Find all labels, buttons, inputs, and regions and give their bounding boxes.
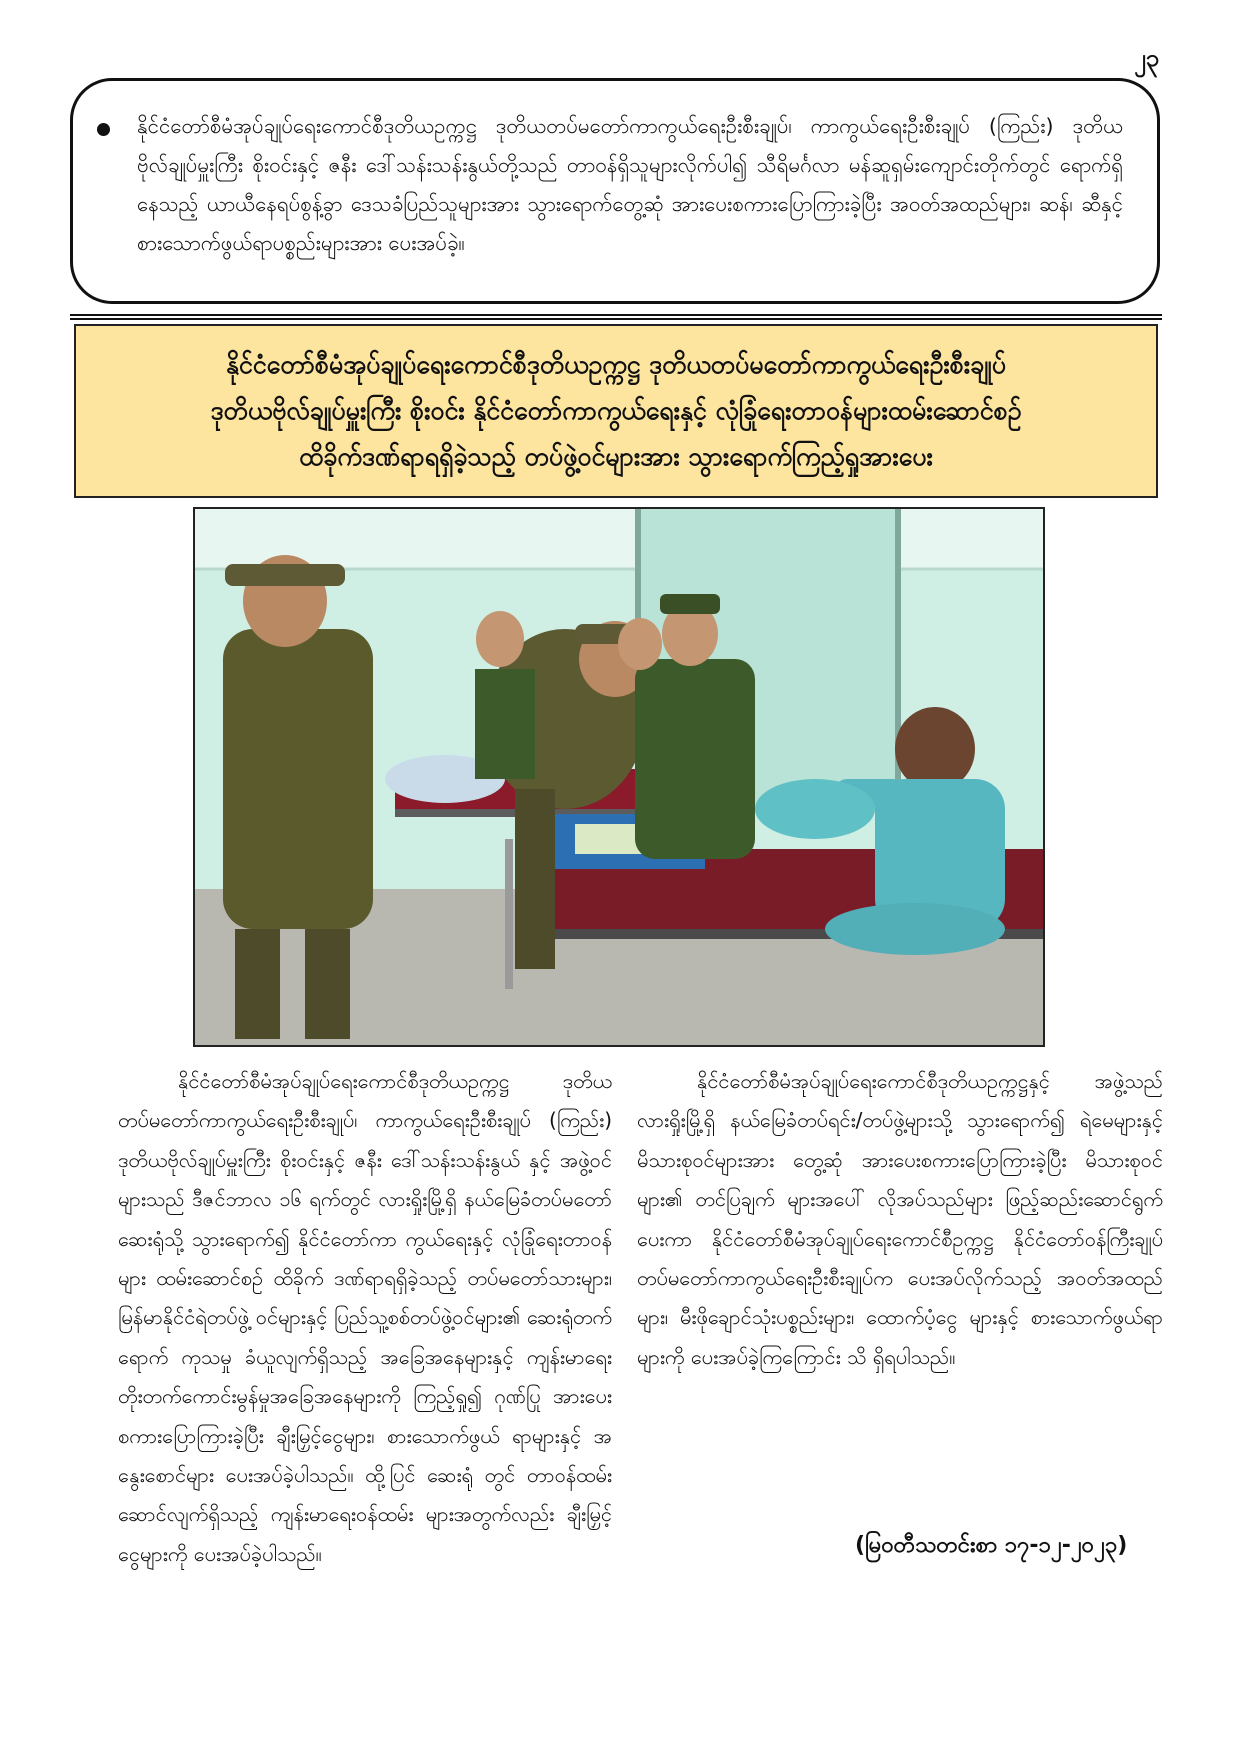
news-photo <box>193 507 1045 1047</box>
section-divider <box>70 314 1162 316</box>
page-number: ၂၃ <box>1134 44 1160 72</box>
article-left-paragraph: နိုင်ငံတော်စီမံအုပ်ချုပ်ရေးကောင်စီဒုတိယဥက္ကဋ္ဌ ဒုတိယ တပ်မတော်ကာကွယ်ရေးဦးစီးချုပ်၊ ကာကွယ်ရေးဦးစီးချုပ် (ကြည်း) ဒုတိယဗိုလ်ချုပ်မှူးကြီး စိုးဝင်းနှင့် ဇနီး ဒေါ်သန်းသန်းနွယ် နှင့် အဖွဲ့ဝင်များသည် ဒီဇင်ဘာလ ၁၆ ရက်တွင် လားရှိုးမြို့ရှိ နယ်မြေခံတပ်မတော်ဆေးရုံသို့ သွားရောက်၍ နိုင်ငံတော်ကာ ကွယ်ရေးနှင့် လုံခြုံရေးတာဝန်များ ထမ်းဆောင်စဉ် ထိခိုက် ဒဏ်ရာရရှိခဲ့သည့် တပ်မတော်သားများ၊ မြန်မာနိုင်ငံရဲတပ်ဖွဲ့ ဝင်များနှင့် ပြည်သူ့စစ်တပ်ဖွဲ့ဝင်များ၏ ဆေးရုံတက်ရောက် ကုသမှု ခံယူလျက်ရှိသည့် အခြေအနေများနှင့် ကျန်းမာရေး တိုးတက်ကောင်းမွန်မှုအခြေအနေများကို ကြည့်ရှု၍ ဂုဏ်ပြု အားပေးစကားပြောကြားခဲ့ပြီး ချီးမြှင့်ငွေများ၊ စားသောက်ဖွယ် ရာများနှင့် အနွေးစောင်များ ပေးအပ်ခဲ့ပါသည်။ ထို့ပြင် ဆေးရုံ တွင် တာဝန်ထမ်းဆောင်လျက်ရှိသည့် ကျန်းမာရေးဝန်ထမ်း များအတွက်လည်း ချီးမြှင့်ငွေများကို ပေးအပ်ခဲ့ပါသည်။ <box>118 1069 612 1566</box>
summary-bullet-text: နိုင်ငံတော်စီမံအုပ်ချုပ်ရေးကောင်စီဒုတိယဥက္ကဋ္ဌ ဒုတိယတပ်မတော်ကာကွယ်ရေးဦးစီးချုပ်၊ ကာကွယ်ရေးဦးစီးချုပ် (ကြည်း) ဒုတိယဗိုလ်ချုပ်မှူးကြီး စိုးဝင်းနှင့် ဇနီး ဒေါ်သန်းသန်းနွယ်တို့သည် တာဝန်ရှိသူများလိုက်ပါ၍ သီရိမင်္ဂလာ မန်ဆူရှမ်းကျောင်းတိုက်တွင် ရောက်ရှိနေသည့် ယာယီနေရပ်စွန့်ခွာ ဒေသခံပြည်သူများအား သွားရောက်တွေ့ဆုံ အားပေးစကားပြောကြားခဲ့ပြီး အဝတ်အထည်များ၊ ဆန်၊ ဆီနှင့် စားသောက်ဖွယ်ရာပစ္စည်းများအား ပေးအပ်ခဲ့။ <box>137 114 1123 255</box>
article-left-column <box>118 1062 612 1574</box>
headline-box <box>74 324 1158 498</box>
article-right-paragraph: နိုင်ငံတော်စီမံအုပ်ချုပ်ရေးကောင်စီဒုတိယဥက္ကဋ္ဌနှင့် အဖွဲ့သည် လားရှိုးမြို့ရှိ နယ်မြေခံတပ်ရင်း/တပ်ဖွဲ့များသို့ သွားရောက်၍ ရဲမေများနှင့် မိသားစုဝင်များအား တွေ့ဆုံ အားပေးစကားပြောကြားခဲ့ပြီး မိသားစုဝင်များ၏ တင်ပြချက် များအပေါ် လိုအပ်သည်များ ဖြည့်ဆည်းဆောင်ရွက်ပေးကာ နိုင်ငံတော်စီမံအုပ်ချုပ်ရေးကောင်စီဥက္ကဋ္ဌ နိုင်ငံတော်ဝန်ကြီးချုပ် တပ်မတော်ကာကွယ်ရေးဦးစီးချုပ်က ပေးအပ်လိုက်သည့် အဝတ်အထည်များ၊ မီးဖိုချောင်သုံးပစ္စည်းများ၊ ထောက်ပံ့ငွေ များနှင့် စားသောက်ဖွယ်ရာများကို ပေးအပ်ခဲ့ကြကြောင်း သိ ရှိရပါသည်။ <box>637 1069 1163 1369</box>
headline-line-3: ထိခိုက်ဒဏ်ရာရရှိခဲ့သည့် တပ်ဖွဲ့ဝင်များအား သွားရောက်ကြည့်ရှုအားပေး <box>299 442 933 471</box>
summary-bullet-box <box>70 78 1160 304</box>
headline-line-2: ဒုတိယဗိုလ်ချုပ်မှူးကြီး စိုးဝင်း နိုင်ငံတော်ကာကွယ်ရေးနှင့် လုံခြုံရေးတာဝန်များထမ်းဆောင်စဉ် <box>210 396 1022 425</box>
source-citation: (မြဝတီသတင်းစာ ၁၇-၁၂-၂၀၂၃) <box>855 1533 1128 1558</box>
headline-line-1: နိုင်ငံတော်စီမံအုပ်ချုပ်ရေးကောင်စီဒုတိယဥက္ကဋ္ဌ ဒုတိယတပ်မတော်ကာကွယ်ရေးဦးစီးချုပ် <box>226 350 1006 379</box>
section-divider-thin <box>70 318 1162 320</box>
bullet-icon <box>97 123 110 136</box>
article-right-column <box>637 1062 1163 1377</box>
